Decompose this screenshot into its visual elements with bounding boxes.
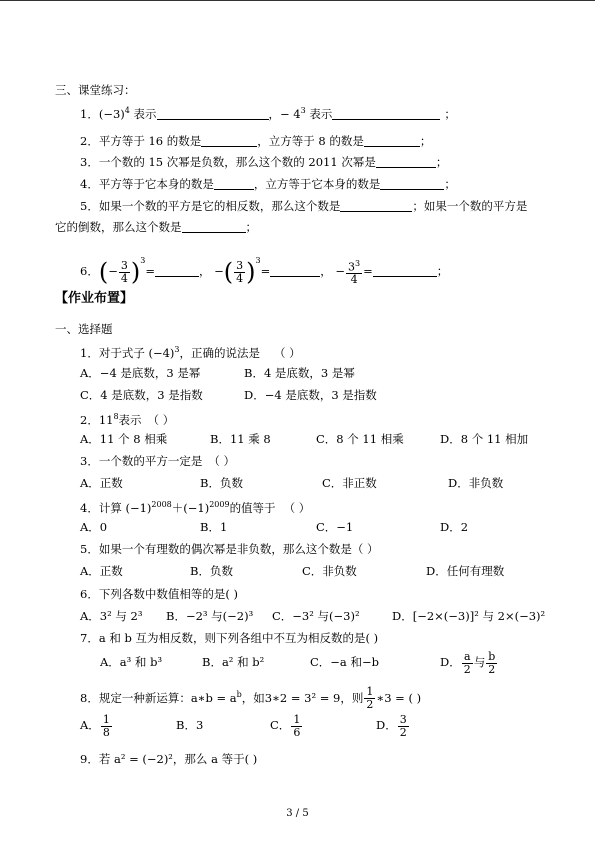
q1-option-a[interactable]: A．−4 是底数，3 是幂 <box>80 366 201 380</box>
question-3-1: 1．$(-3)^4$ 表示 ，− $4^3$ 表示 ； <box>80 106 456 121</box>
question-6: 6．下列各数中数值相等的是( ) <box>80 587 238 601</box>
answer-blank[interactable] <box>340 199 412 212</box>
answer-blank[interactable] <box>376 155 436 168</box>
q6-option-d[interactable]: D．[−2×(−3)]² 与 2×(−3)² <box>392 609 546 623</box>
question-3-2: 2．平方等于 16 的数是 ，立方等于 8 的数是 ； <box>80 134 432 148</box>
q6-option-a[interactable]: A．3² 与 2³ <box>80 609 143 623</box>
q5-option-b[interactable]: B．负数 <box>190 564 233 578</box>
fraction: $\frac{3}{4}$ <box>236 258 244 285</box>
question-3: 3．一个数的平方一定是 （ ） <box>80 454 235 468</box>
question-7: 7．a 和 b 互为相反数，则下列各组中不互为相反数的是( ) <box>80 631 379 645</box>
q4-option-c[interactable]: C．−1 <box>316 520 354 534</box>
question-4: 4．计算 $(-1)^{2008}+(-1)^{2009}$的值等于 （ ） <box>80 500 311 515</box>
fraction: $\frac{1}{6}$ <box>293 712 301 739</box>
page-number: 3 / 5 <box>286 808 309 819</box>
q3-option-a[interactable]: A．正数 <box>80 476 123 490</box>
q4-option-a[interactable]: A．0 <box>80 520 108 534</box>
question-3-4: 4．平方等于它本身的数是 ，立方等于它本身的数是 ； <box>80 177 456 191</box>
answer-blank[interactable] <box>201 134 257 147</box>
q7-option-c[interactable]: C．−a 和−b <box>310 655 379 669</box>
q5-option-c[interactable]: C．非负数 <box>302 564 357 578</box>
q6-option-b[interactable]: B．−2³ 与(−2)³ <box>166 609 254 623</box>
question-8: 8．规定一种新运算：a∗b = $a^b$，如3∗2 = 3² = 9，则 $\frac{1}{2}$ ∗3 = ( ) <box>80 685 422 712</box>
answer-blank[interactable] <box>373 264 437 277</box>
question-2: 2．$11^8$表示 （ ） <box>80 412 175 427</box>
q2-option-d[interactable]: D．8 个 11 相加 <box>440 432 529 446</box>
q8-option-b[interactable]: B．3 <box>176 718 204 732</box>
fraction: $\frac{3}{2}$ <box>399 712 407 739</box>
q5-option-a[interactable]: A．正数 <box>80 564 123 578</box>
q1-option-c[interactable]: C．4 是底数，3 是指数 <box>80 388 203 402</box>
fraction: $\frac{1}{2}$ <box>366 685 374 712</box>
fraction: $\frac{3}{4}$ <box>120 258 128 285</box>
answer-blank[interactable] <box>332 107 440 120</box>
q3-option-d[interactable]: D．非负数 <box>448 476 504 490</box>
q8-option-d[interactable]: D． $\frac{3}{2}$ <box>376 712 407 739</box>
homework-subtitle: 一、选择题 <box>55 322 113 336</box>
q1-option-d[interactable]: D．−4 是底数，3 是指数 <box>244 388 377 402</box>
q6-option-c[interactable]: C．−3² 与(−3)² <box>272 609 360 623</box>
q1-option-b[interactable]: B．4 是底数，3 是幂 <box>244 366 355 380</box>
q5-option-d[interactable]: D．任何有理数 <box>426 564 505 578</box>
question-3-5-cont: 它的倒数，那么这个数是 ； <box>55 220 257 234</box>
q2-option-b[interactable]: B．11 乘 8 <box>210 432 271 446</box>
question-1: 1．对于式子 $(-4)^3$，正确的说法是 （ ） <box>80 345 301 360</box>
q8-option-c[interactable]: C． $\frac{1}{6}$ <box>270 712 301 739</box>
question-3-5: 5．如果一个数的平方是它的相反数，那么这个数是 ；如果一个数的平方是 <box>80 199 528 213</box>
q2-option-c[interactable]: C．8 个 11 相乘 <box>316 432 404 446</box>
fraction: $\frac{1}{8}$ <box>102 712 110 739</box>
answer-blank[interactable] <box>182 220 246 233</box>
question-3-6: 6．(− $\frac{3}{4}$ )$^3$= ， −( $\frac{3}{4}$ )$^3$= ， − $\frac{3^3}{4}$ = ； <box>80 256 449 287</box>
q7-option-b[interactable]: B．a² 和 b² <box>202 655 265 669</box>
q7-option-a[interactable]: A．a³ 和 b³ <box>100 655 163 669</box>
answer-blank[interactable] <box>364 134 420 147</box>
answer-blank[interactable] <box>380 177 444 190</box>
question-5: 5．如果一个有理数的偶次幂是非负数，那么这个数是（ ） <box>80 542 379 556</box>
q2-option-a[interactable]: A．11 个 8 相乘 <box>80 432 168 446</box>
q4-option-b[interactable]: B．1 <box>200 520 228 534</box>
q8-option-a[interactable]: A． $\frac{1}{8}$ <box>80 712 110 739</box>
q3-option-b[interactable]: B．负数 <box>200 476 243 490</box>
question-3-3: 3．一个数的 15 次幂是负数，那么这个数的 2011 次幂是 ； <box>80 155 448 169</box>
answer-blank[interactable] <box>155 264 199 277</box>
fraction: $\frac{a}{2}$ <box>463 649 471 676</box>
homework-title: 【作业布置】 <box>55 291 134 306</box>
fraction: $\frac{3^3}{4}$ <box>348 258 361 287</box>
fraction: $\frac{b}{2}$ <box>488 649 496 676</box>
question-9: 9．若 a² = (−2)²，那么 a 等于( ) <box>80 752 258 766</box>
top-rule <box>0 0 595 1</box>
q4-option-d[interactable]: D．2 <box>440 520 469 534</box>
answer-blank[interactable] <box>157 107 269 120</box>
answer-blank[interactable] <box>214 177 254 190</box>
q7-option-d[interactable]: D． $\frac{a}{2}$ 与 $\frac{b}{2}$ <box>440 649 496 676</box>
q3-option-c[interactable]: C．非正数 <box>322 476 377 490</box>
answer-blank[interactable] <box>270 264 320 277</box>
section3-title: 三、课堂练习： <box>55 83 136 97</box>
